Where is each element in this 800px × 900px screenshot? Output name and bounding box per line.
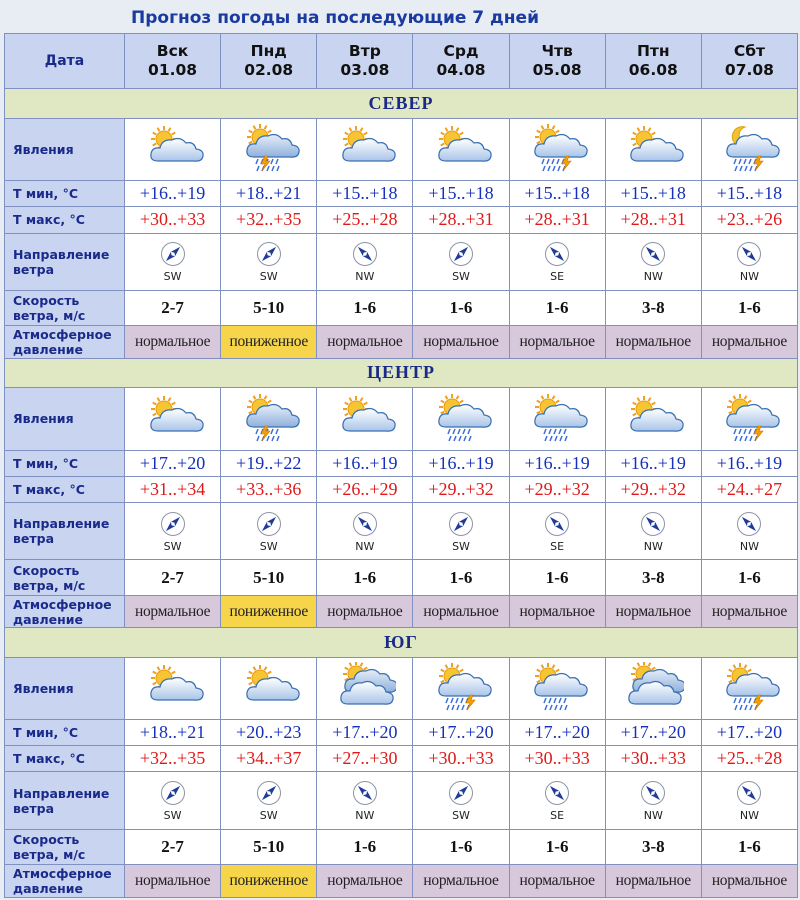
- wind-direction-value: SW: [163, 809, 182, 823]
- tmax-value: +29..+32: [413, 476, 509, 502]
- weather-cell: [509, 388, 605, 451]
- tmin-label: Т мин, °С: [5, 450, 125, 476]
- region-title: ЦЕНТР: [5, 358, 798, 387]
- wind-direction-cell: [605, 502, 701, 559]
- wind-direction-cell: [413, 233, 509, 290]
- wind-compass-icon: [544, 780, 570, 809]
- tmin-value: +15..+18: [701, 181, 797, 207]
- wind-speed-value: 1-6: [317, 290, 413, 326]
- tmin-value: +15..+18: [509, 181, 605, 207]
- wind-direction-value: NW: [739, 270, 759, 284]
- wind-speed-value: 1-6: [701, 829, 797, 865]
- wind-direction-label: Направление ветра: [5, 502, 125, 559]
- tmax-value: +25..+28: [317, 207, 413, 233]
- tmax-value: +30..+33: [605, 746, 701, 772]
- pressure-value: нормальное: [317, 595, 413, 627]
- wind-direction-cell: [701, 772, 797, 829]
- pressure-value: нормальное: [509, 595, 605, 627]
- region-row: [5, 358, 798, 387]
- wind-direction-row: [5, 502, 798, 559]
- wind-compass-icon: [640, 511, 666, 540]
- pressure-value: пониженное: [221, 865, 317, 898]
- phenomena-row: [5, 118, 798, 181]
- wind-compass-icon: [448, 511, 474, 540]
- pressure-label: Атмосферное давление: [5, 326, 125, 358]
- day-header: [125, 34, 221, 89]
- wind-speed-value: 3-8: [605, 290, 701, 326]
- pressure-value: нормальное: [605, 595, 701, 627]
- day-date: 04.08: [436, 61, 486, 80]
- sun-cloud-icon: [125, 393, 220, 445]
- tmax-value: +28..+31: [605, 207, 701, 233]
- weather-cell: [125, 118, 221, 181]
- tmax-value: +31..+34: [125, 476, 221, 502]
- tmax-value: +25..+28: [701, 746, 797, 772]
- tmax-value: +29..+32: [509, 476, 605, 502]
- wind-compass-icon: [448, 780, 474, 809]
- tmin-value: +16..+19: [317, 450, 413, 476]
- wind-speed-label: Скорость ветра, м/с: [5, 290, 125, 326]
- wind-speed-value: 1-6: [317, 560, 413, 596]
- wind-speed-value: 1-6: [413, 290, 509, 326]
- wind-speed-label: Скорость ветра, м/с: [5, 560, 125, 596]
- wind-direction-value: SE: [550, 539, 565, 553]
- weather-cell: [701, 388, 797, 451]
- wind-direction-cell: [125, 502, 221, 559]
- wind-speed-value: 2-7: [125, 290, 221, 326]
- wind-speed-value: 2-7: [125, 829, 221, 865]
- day-header: [413, 34, 509, 89]
- thunderstorm-rain-icon: [221, 393, 316, 445]
- wind-direction-value: NW: [643, 270, 663, 284]
- tmax-value: +24..+27: [701, 476, 797, 502]
- forecast-table: [4, 33, 798, 898]
- wind-compass-icon: [256, 780, 282, 809]
- weather-cell: [605, 388, 701, 451]
- tmax-row: [5, 746, 798, 772]
- day-header: [701, 34, 797, 89]
- sun-cloud-icon: [606, 123, 701, 175]
- page-title: Прогноз погоды на последующие 7 дней: [131, 8, 539, 28]
- weather-cell: [413, 657, 509, 720]
- weather-cell: [317, 657, 413, 720]
- wind-speed-value: 1-6: [413, 560, 509, 596]
- wind-compass-icon: [352, 511, 378, 540]
- tmin-value: +17..+20: [413, 720, 509, 746]
- wind-direction-cell: [221, 502, 317, 559]
- wind-speed-value: 5-10: [221, 560, 317, 596]
- tmax-value: +27..+30: [317, 746, 413, 772]
- tmin-row: [5, 181, 798, 207]
- tmin-value: +15..+18: [605, 181, 701, 207]
- sun-cloud-rain-thunder-icon: [702, 662, 797, 714]
- tmin-value: +17..+20: [125, 450, 221, 476]
- pressure-value: нормальное: [701, 595, 797, 627]
- wind-direction-cell: [413, 772, 509, 829]
- day-header: [317, 34, 413, 89]
- pressure-value: нормальное: [509, 326, 605, 358]
- day-of-week: Пнд: [250, 42, 287, 61]
- region-title: СЕВЕР: [5, 89, 798, 118]
- tmax-label: Т макс, °С: [5, 746, 125, 772]
- tmin-value: +15..+18: [317, 181, 413, 207]
- wind-direction-cell: [605, 233, 701, 290]
- tmin-value: +17..+20: [509, 720, 605, 746]
- tmin-row: [5, 450, 798, 476]
- sun-cloud-icon: [317, 393, 412, 445]
- wind-direction-value: NW: [355, 809, 375, 823]
- wind-speed-value: 3-8: [605, 560, 701, 596]
- wind-direction-row: [5, 772, 798, 829]
- day-date: 03.08: [340, 61, 390, 80]
- wind-compass-icon: [640, 241, 666, 270]
- pressure-value: пониженное: [221, 595, 317, 627]
- sun-cloud-rain-icon: [510, 662, 605, 714]
- weather-cell: [413, 388, 509, 451]
- weather-cell: [317, 118, 413, 181]
- weather-cell: [221, 388, 317, 451]
- pressure-row: [5, 595, 798, 627]
- wind-compass-icon: [160, 241, 186, 270]
- tmin-value: +17..+20: [701, 720, 797, 746]
- wind-speed-value: 1-6: [509, 829, 605, 865]
- wind-direction-cell: [605, 772, 701, 829]
- sun-cloud-icon: [125, 662, 220, 714]
- day-of-week: Сбт: [733, 42, 766, 61]
- pressure-label: Атмосферное давление: [5, 595, 125, 627]
- sun-cloud-rain-thunder-icon: [510, 123, 605, 175]
- moon-cloud-rain-thunder-icon: [702, 123, 797, 175]
- tmax-value: +26..+29: [317, 476, 413, 502]
- day-header: [221, 34, 317, 89]
- sun-cloud-icon: [317, 123, 412, 175]
- wind-direction-label: Направление ветра: [5, 233, 125, 290]
- wind-speed-row: [5, 560, 798, 596]
- pressure-value: нормальное: [509, 865, 605, 898]
- wind-direction-value: NW: [643, 539, 663, 553]
- tmin-value: +15..+18: [413, 181, 509, 207]
- wind-speed-value: 2-7: [125, 560, 221, 596]
- pressure-value: нормальное: [701, 326, 797, 358]
- pressure-value: нормальное: [605, 865, 701, 898]
- tmin-value: +16..+19: [509, 450, 605, 476]
- cloudy-icon: [606, 662, 701, 714]
- wind-direction-cell: [317, 233, 413, 290]
- wind-compass-icon: [640, 780, 666, 809]
- wind-direction-label: Направление ветра: [5, 772, 125, 829]
- weather-cell: [125, 657, 221, 720]
- wind-direction-cell: [701, 233, 797, 290]
- wind-speed-row: [5, 290, 798, 326]
- wind-speed-value: 1-6: [701, 560, 797, 596]
- day-date: 07.08: [724, 61, 774, 80]
- wind-compass-icon: [256, 511, 282, 540]
- weather-cell: [125, 388, 221, 451]
- tmin-value: +18..+21: [125, 720, 221, 746]
- wind-direction-cell: [125, 772, 221, 829]
- wind-speed-value: 1-6: [701, 290, 797, 326]
- sun-cloud-icon: [221, 662, 316, 714]
- pressure-value: нормальное: [125, 865, 221, 898]
- pressure-row: [5, 326, 798, 358]
- tmax-value: +29..+32: [605, 476, 701, 502]
- wind-compass-icon: [256, 241, 282, 270]
- wind-direction-value: SE: [550, 270, 565, 284]
- phenomena-label: Явления: [5, 118, 125, 181]
- day-of-week: Срд: [443, 42, 479, 61]
- wind-direction-row: [5, 233, 798, 290]
- weather-cell: [221, 657, 317, 720]
- wind-speed-value: 3-8: [605, 829, 701, 865]
- date-header-label: Дата: [5, 34, 125, 89]
- region-title: ЮГ: [5, 628, 798, 657]
- weather-cell: [317, 388, 413, 451]
- wind-speed-row: [5, 829, 798, 865]
- tmax-value: +30..+33: [125, 207, 221, 233]
- tmin-value: +17..+20: [605, 720, 701, 746]
- tmin-label: Т мин, °С: [5, 720, 125, 746]
- wind-direction-value: SW: [163, 539, 182, 553]
- pressure-value: нормальное: [125, 326, 221, 358]
- thunderstorm-rain-icon: [221, 123, 316, 175]
- pressure-value: нормальное: [701, 865, 797, 898]
- wind-speed-label: Скорость ветра, м/с: [5, 829, 125, 865]
- region-row: [5, 89, 798, 118]
- wind-direction-cell: [221, 772, 317, 829]
- tmax-value: +32..+35: [221, 207, 317, 233]
- tmax-value: +30..+33: [413, 746, 509, 772]
- tmin-value: +20..+23: [221, 720, 317, 746]
- tmin-value: +16..+19: [605, 450, 701, 476]
- pressure-value: нормальное: [605, 326, 701, 358]
- pressure-value: нормальное: [125, 595, 221, 627]
- wind-direction-value: SW: [259, 809, 278, 823]
- tmax-value: +23..+26: [701, 207, 797, 233]
- wind-direction-value: SW: [259, 270, 278, 284]
- wind-speed-value: 1-6: [509, 560, 605, 596]
- weather-cell: [509, 657, 605, 720]
- sun-cloud-rain-thunder-icon: [413, 662, 508, 714]
- wind-direction-value: SW: [452, 809, 470, 823]
- phenomena-label: Явления: [5, 388, 125, 451]
- wind-compass-icon: [160, 511, 186, 540]
- weather-cell: [701, 118, 797, 181]
- tmax-value: +32..+35: [125, 746, 221, 772]
- wind-direction-cell: [509, 233, 605, 290]
- wind-direction-value: SW: [452, 270, 470, 284]
- sun-cloud-rain-icon: [413, 393, 508, 445]
- day-of-week: Птн: [636, 42, 670, 61]
- wind-direction-cell: [317, 502, 413, 559]
- pressure-value: нормальное: [317, 326, 413, 358]
- wind-compass-icon: [736, 780, 762, 809]
- wind-direction-cell: [125, 233, 221, 290]
- date-header-row: [5, 34, 798, 89]
- wind-direction-value: SW: [259, 539, 278, 553]
- wind-direction-cell: [509, 772, 605, 829]
- wind-direction-value: NW: [739, 539, 759, 553]
- wind-speed-value: 1-6: [413, 829, 509, 865]
- wind-direction-cell: [509, 502, 605, 559]
- day-date: 01.08: [148, 61, 198, 80]
- tmax-label: Т макс, °С: [5, 207, 125, 233]
- pressure-row: [5, 865, 798, 898]
- pressure-value: нормальное: [413, 595, 509, 627]
- sun-cloud-rain-thunder-icon: [702, 393, 797, 445]
- wind-compass-icon: [352, 780, 378, 809]
- weather-cell: [605, 657, 701, 720]
- weather-cell: [605, 118, 701, 181]
- region-row: [5, 628, 798, 657]
- wind-compass-icon: [736, 511, 762, 540]
- wind-compass-icon: [736, 241, 762, 270]
- wind-compass-icon: [160, 780, 186, 809]
- wind-speed-value: 5-10: [221, 829, 317, 865]
- wind-speed-value: 5-10: [221, 290, 317, 326]
- weather-cell: [413, 118, 509, 181]
- day-of-week: Втр: [348, 42, 381, 61]
- pressure-value: нормальное: [413, 326, 509, 358]
- sun-cloud-rain-icon: [510, 393, 605, 445]
- tmin-value: +19..+22: [221, 450, 317, 476]
- weather-cell: [221, 118, 317, 181]
- tmax-value: +30..+33: [509, 746, 605, 772]
- wind-direction-cell: [221, 233, 317, 290]
- tmin-value: +18..+21: [221, 181, 317, 207]
- tmax-value: +28..+31: [509, 207, 605, 233]
- wind-direction-cell: [701, 502, 797, 559]
- wind-direction-value: NW: [739, 809, 759, 823]
- wind-direction-cell: [413, 502, 509, 559]
- weather-cell: [701, 657, 797, 720]
- tmin-value: +16..+19: [125, 181, 221, 207]
- tmax-row: [5, 207, 798, 233]
- wind-direction-value: SE: [550, 809, 565, 823]
- pressure-value: нормальное: [317, 865, 413, 898]
- wind-direction-value: SW: [163, 270, 182, 284]
- tmin-label: Т мин, °С: [5, 181, 125, 207]
- tmax-row: [5, 476, 798, 502]
- day-header: [509, 34, 605, 89]
- wind-direction-value: NW: [355, 270, 375, 284]
- sun-cloud-icon: [413, 123, 508, 175]
- day-of-week: Чтв: [541, 42, 573, 61]
- day-header: [605, 34, 701, 89]
- weather-cell: [509, 118, 605, 181]
- wind-direction-cell: [317, 772, 413, 829]
- day-date: 06.08: [628, 61, 678, 80]
- tmax-value: +33..+36: [221, 476, 317, 502]
- pressure-label: Атмосферное давление: [5, 865, 125, 898]
- wind-compass-icon: [544, 241, 570, 270]
- sun-cloud-icon: [606, 393, 701, 445]
- wind-speed-value: 1-6: [509, 290, 605, 326]
- wind-direction-value: NW: [355, 539, 375, 553]
- wind-compass-icon: [544, 511, 570, 540]
- cloudy-icon: [317, 662, 412, 714]
- wind-compass-icon: [448, 241, 474, 270]
- phenomena-row: [5, 657, 798, 720]
- wind-direction-value: SW: [452, 539, 470, 553]
- tmax-label: Т макс, °С: [5, 476, 125, 502]
- day-of-week: Вск: [156, 42, 189, 61]
- wind-speed-value: 1-6: [317, 829, 413, 865]
- wind-compass-icon: [352, 241, 378, 270]
- sun-cloud-icon: [125, 123, 220, 175]
- pressure-value: нормальное: [413, 865, 509, 898]
- tmin-row: [5, 720, 798, 746]
- tmin-value: +16..+19: [701, 450, 797, 476]
- tmin-value: +17..+20: [317, 720, 413, 746]
- wind-direction-value: NW: [643, 809, 663, 823]
- day-date: 02.08: [244, 61, 294, 80]
- pressure-value: пониженное: [221, 326, 317, 358]
- tmax-value: +28..+31: [413, 207, 509, 233]
- tmin-value: +16..+19: [413, 450, 509, 476]
- day-date: 05.08: [532, 61, 582, 80]
- tmax-value: +34..+37: [221, 746, 317, 772]
- phenomena-row: [5, 388, 798, 451]
- phenomena-label: Явления: [5, 657, 125, 720]
